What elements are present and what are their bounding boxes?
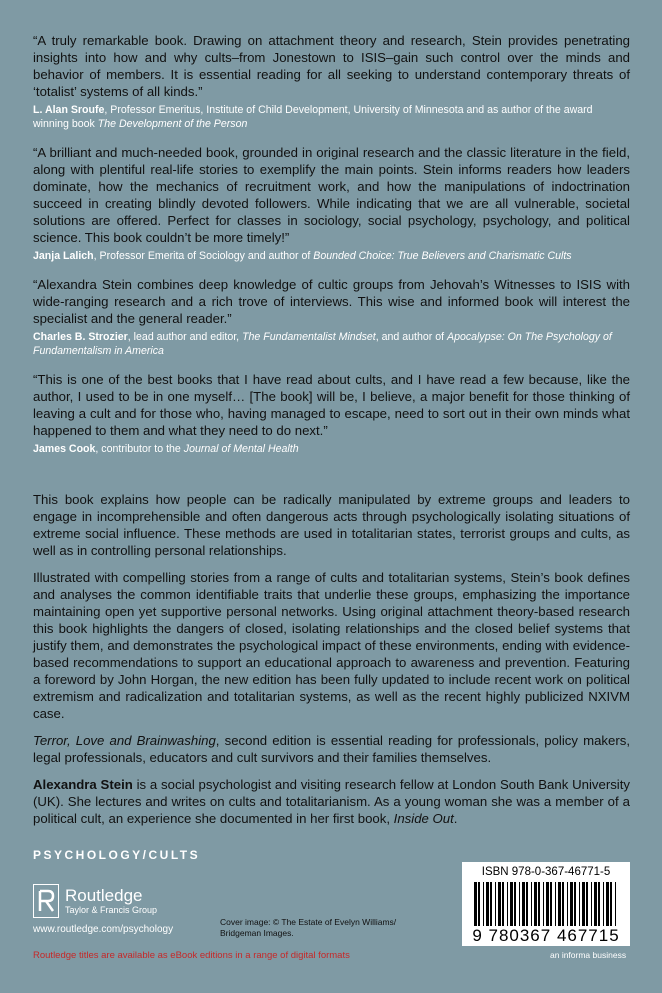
author-name: Alexandra Stein [33,777,133,792]
endorser-name: James Cook [33,443,96,455]
subject-category: PSYCHOLOGY/CULTS [33,848,201,862]
routledge-logo-icon [33,884,59,918]
endorsement [33,276,630,358]
cover-credit [220,917,396,939]
endorsement [33,371,630,456]
cover-credit-line-1: Cover image: © The Estate of Evelyn Williams/ [220,917,397,927]
endorser-work: The Fundamentalist Mindset [242,331,376,343]
endorser-desc: , Professor Emeritus, Institute of Child Development, University of Minnesota and as author of the award winning book [33,104,593,130]
description-paragraph-1: This book explains how people can be radically manipulated by extreme groups and leaders to engage in incomprehensible and often dangerous acts through psychologically isolating situations of extreme social influence. These methods are used in totalitarian states, terrorist groups and cults, as well as in controlling personal relationships. [33,492,630,558]
author-bio [33,776,630,827]
endorsement-text: “This is one of the best books that I have read about cults, and I have read a few because, like the author, I used to be in one myself… [The book] will be, I believe, a major benefit for those thinking of leaving a cult and for those who, having managed to escape, need to sort out in their own minds what happened to them and what they need to do next.” [33,372,630,438]
description-paragraph-2: Illustrated with compelling stories from a range of cults and totalitarian systems, Stein’s book defines and analyses the common identifiable traits that underlie these groups, emphasizing the importance maintaining open yet supportive personal networks. Using original attachment theory-based research this book highlights the dangers of closed, isolating relationships and the closed belief systems that justify them, and demonstrates the psychological impact of these environments, ending with evidence-based recommendations to support an educational approach to awareness and prevention. Featuring a foreword by John Horgan, the new edition has been fully updated to include recent work on political extremism and radicalization and totalitarian systems, as well as the recent highly publicized NXIVM case. [33,570,630,721]
endorsement-attribution [33,442,630,456]
author-bio-text: is a social psychologist and visiting research fellow at London South Bank University (UK). She lectures and writes on cults and totalitarianism. As a young woman she was a member of a political cult, an experience she documented in her first book, [33,777,630,826]
endorsement-text: “A truly remarkable book. Drawing on attachment theory and research, Stein provides penetrating insights into how and why cults–from Jonestown to ISIS–gain such control over the minds and behavior of members. It is essential reading for all seeking to understand contemporary threats of ‘totalist’ systems of all kinds.” [33,33,630,99]
publisher-url[interactable]: www.routledge.com/psychology [33,924,174,935]
endorser-desc: , lead author and editor, [127,331,243,343]
endorsement [33,32,630,131]
endorser-desc: , Professor Emerita of Sociology and author of [93,250,314,262]
endorser-desc-2: , and author of [375,331,447,343]
isbn-barcode [462,862,630,946]
endorser-name: Janja Lalich [33,250,94,262]
publisher-logo [33,884,157,918]
cover-credit-line-2: Bridgeman Images. [220,928,294,938]
informa-tagline: an informa business [550,950,627,960]
endorser-work: Bounded Choice: True Believers and Charismatic Cults [313,250,572,262]
endorser-work: Journal of Mental Health [183,443,299,455]
endorsements [33,32,630,469]
previous-book-title: Inside Out [393,811,454,826]
endorsement-attribution [33,249,630,263]
isbn-text: ISBN 978-0-367-46771-5 [481,866,611,878]
endorser-name: L. Alan Sroufe [33,104,105,116]
endorsement-text: “A brilliant and much-needed book, grounded in original research and the classic literature in the field, along with plentiful real-life stories to exemplify the main points. Stein informs readers how leaders dominate, how the mechanics of recruitment work, and how the manipulations of indoctrination succeed in creating blindly devoted followers. While indicating that we are all vulnerable, societal solutions are offered. Perfect for classes in sociology, social psychology, psychology, and political science. This book couldn’t be more timely!” [33,145,630,245]
endorser-work: The Development of the Person [97,118,248,130]
endorser-desc: , contributor to the [95,443,184,455]
description-text: , second edition is essential reading for professionals, policy makers, legal professionals, educators and cult survivors and their families themselves. [33,733,630,765]
endorsement-attribution [33,330,630,358]
endorser-work-2: Apocalypse: On The Psychology of Fundamentalism in America [33,331,612,357]
description-paragraph-3 [33,732,630,766]
endorsement [33,144,630,263]
endorser-name: Charles B. Strozier [33,331,128,343]
ebook-note: Routledge titles are available as eBook editions in a range of digital formats [33,950,350,961]
endorsement-text: “Alexandra Stein combines deep knowledge of cultic groups from Jehovah’s Witnesses to ISIS with wide-ranging research and a rich trove of interviews. This wise and informed book will interest the specialist and the general reader.” [33,277,630,326]
publisher-name: Routledge [65,885,143,905]
book-title: Terror, Love and Brainwashing [33,733,216,748]
endorsement-attribution [33,103,630,131]
publisher-group: Taylor & Francis Group [65,904,158,915]
barcode-digits: 9 780367 467715 [472,926,620,945]
barcode-icon [472,882,620,926]
bio-end: . [453,811,458,826]
book-description [33,491,630,837]
